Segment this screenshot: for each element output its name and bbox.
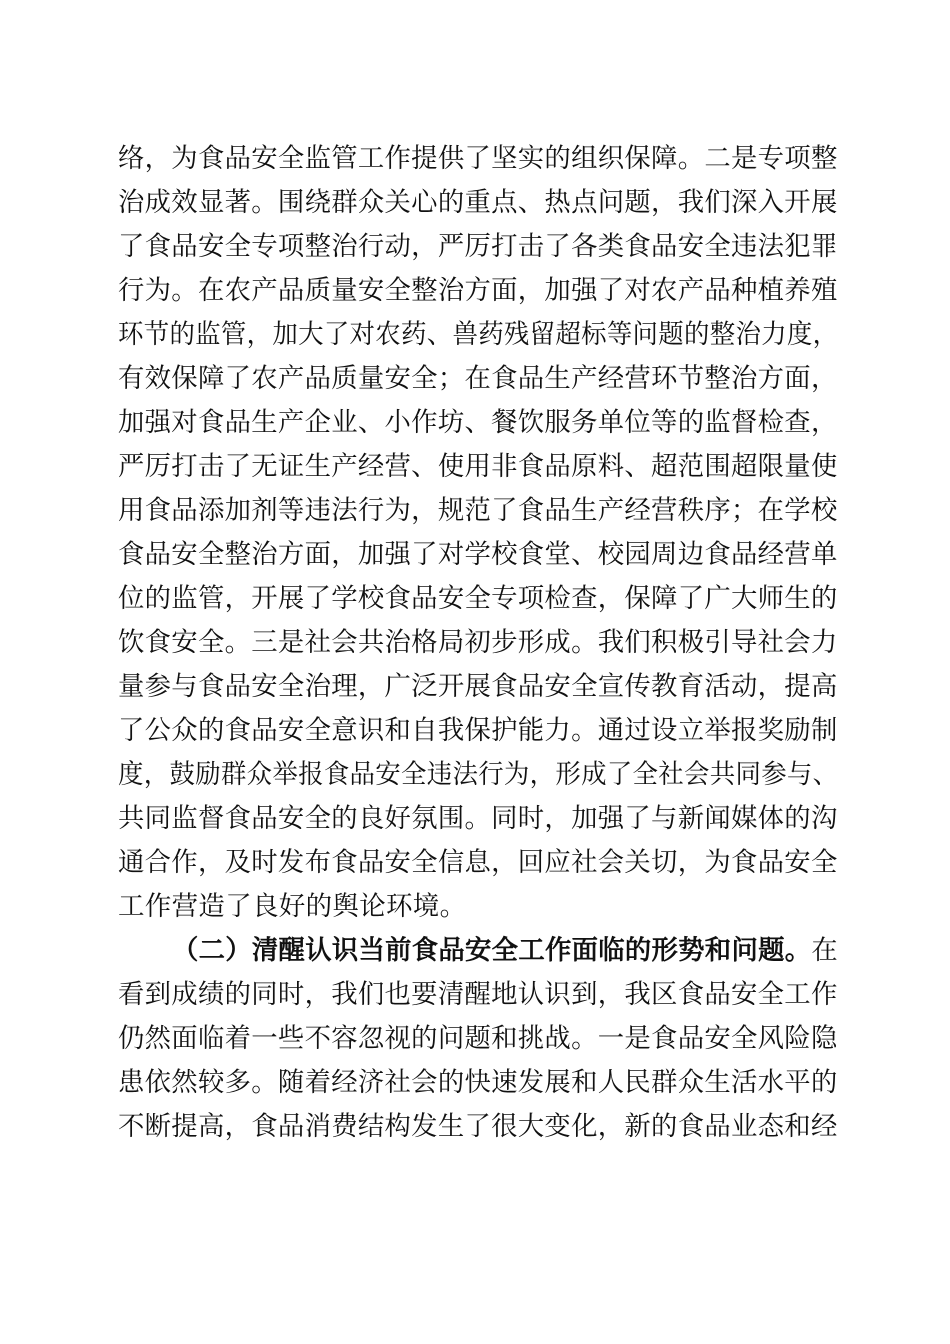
paragraph-line: 环节的监管，加大了对农药、兽药残留超标等问题的整治力度，	[118, 319, 839, 350]
paragraph-line: 用食品添加剂等违法行为，规范了食品生产经营秩序；在学校	[118, 495, 838, 526]
paragraph-line: 行为。在农产品质量安全整治方面，加强了对农产品种植养殖	[118, 275, 838, 306]
paragraph-line: 治成效显著。围绕群众关心的重点、热点问题，我们深入开展	[118, 187, 838, 218]
paragraph-line: 患依然较多。随着经济社会的快速发展和人民群众生活水平的	[118, 1067, 838, 1098]
paragraph-line: 不断提高，食品消费结构发生了很大变化，新的食品业态和经	[118, 1111, 838, 1142]
paragraph-line: 位的监管，开展了学校食品安全专项检查，保障了广大师生的	[118, 583, 838, 614]
section-heading-line	[172, 929, 838, 973]
paragraph-line: 仍然面临着一些不容忽视的问题和挑战。一是食品安全风险隐	[118, 1023, 838, 1054]
paragraph-line: 严厉打击了无证生产经营、使用非食品原料、超范围超限量使	[118, 451, 838, 482]
paragraph-line: 度，鼓励群众举报食品安全违法行为，形成了全社会共同参与、	[118, 759, 839, 790]
paragraph-line: 看到成绩的同时，我们也要清醒地认识到，我区食品安全工作	[118, 979, 838, 1010]
paragraph-text: 在	[811, 935, 839, 966]
paragraph-line: 络，为食品安全监管工作提供了坚实的组织保障。二是专项整	[118, 143, 838, 174]
paragraph-line: 有效保障了农产品质量安全；在食品生产经营环节整治方面，	[118, 363, 838, 394]
paragraph-line: 工作营造了良好的舆论环境。	[118, 891, 467, 922]
paragraph-line: 饮食安全。三是社会共治格局初步形成。我们积极引导社会力	[118, 627, 838, 658]
paragraph-line: 量参与食品安全治理，广泛开展食品安全宣传教育活动，提高	[118, 671, 838, 702]
paragraph-line: 加强对食品生产企业、小作坊、餐饮服务单位等的监督检查，	[118, 407, 838, 438]
paragraph-line: 共同监督食品安全的良好氛围。同时，加强了与新闻媒体的沟	[118, 803, 838, 834]
paragraph-line: 食品安全整治方面，加强了对学校食堂、校园周边食品经营单	[118, 539, 838, 570]
section-heading: （二）清醒认识当前食品安全工作面临的形势和问题。	[172, 935, 812, 966]
paragraph-line: 了食品安全专项整治行动，严厉打击了各类食品安全违法犯罪	[118, 231, 838, 262]
paragraph-line: 通合作，及时发布食品安全信息，回应社会关切，为食品安全	[118, 847, 838, 878]
paragraph-line: 了公众的食品安全意识和自我保护能力。通过设立举报奖励制	[118, 715, 838, 746]
